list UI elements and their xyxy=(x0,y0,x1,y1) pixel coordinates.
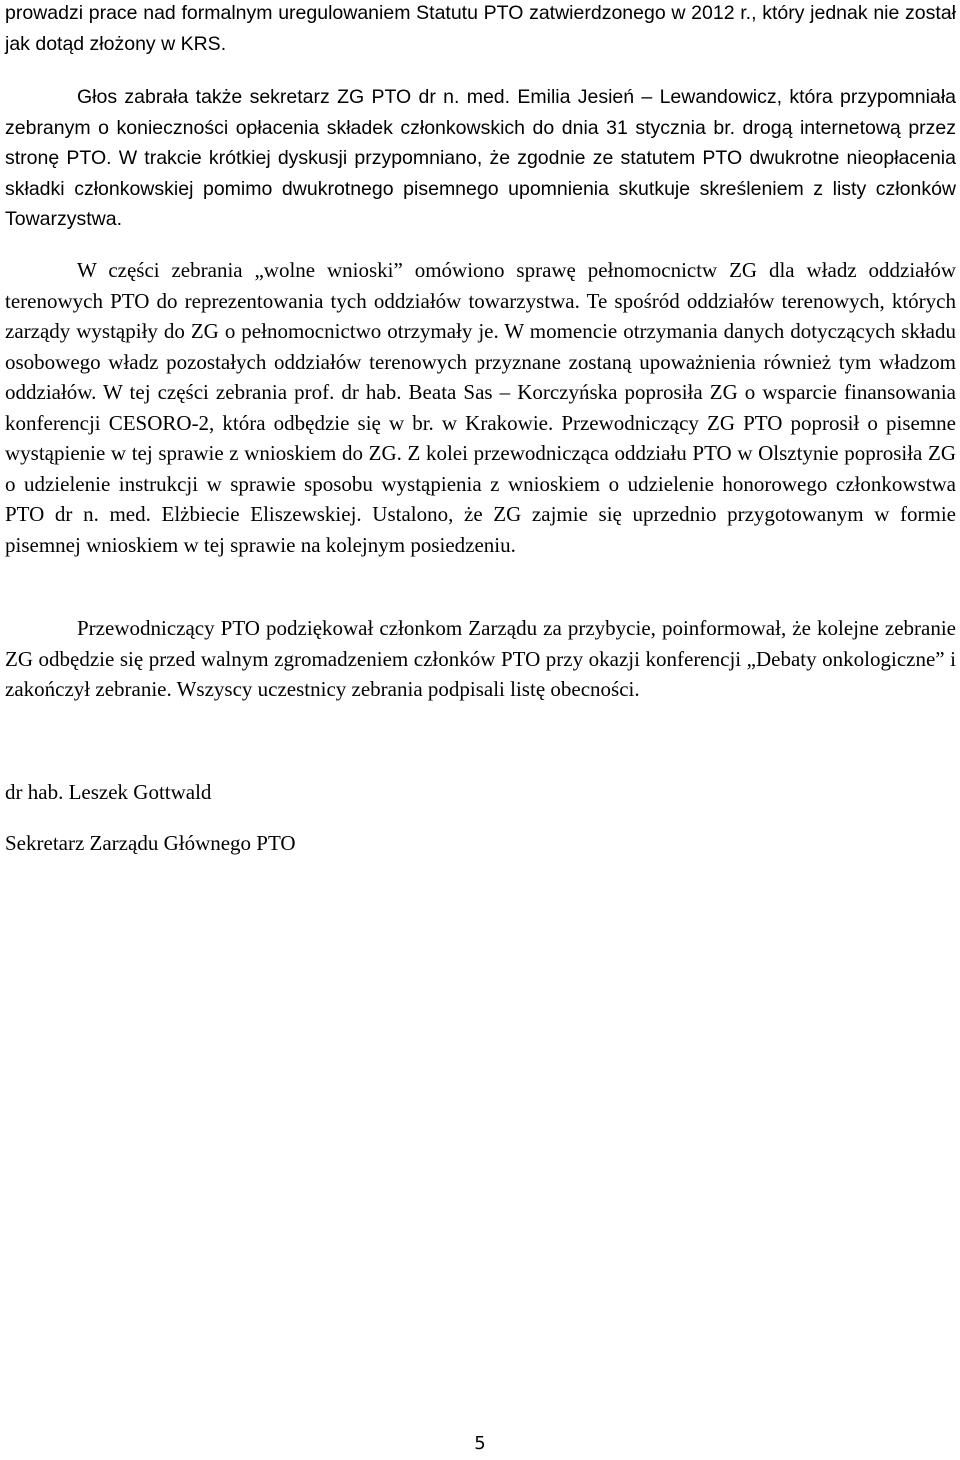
paragraph-statute: prowadzi prace nad formalnym uregulowaniem Statutu PTO zatwierdzonego w 2012 r., który jednak nie został jak dotąd złożony w KRS. xyxy=(5,2,956,55)
signature-name: dr hab. Leszek Gottwald xyxy=(5,780,212,804)
paragraph-free-motions: W części zebrania „wolne wnioski” omówiono sprawę pełnomocnictw ZG dla władz oddziałów terenowych PTO do reprezentowania tych oddziałów towarzystwa. Te spośród oddziałów terenowych, których zarządy wystąpiły do ZG o pełnomocnictwo otrzymały je. W momencie otrzymania danych dotyczących składu osobowego władz pozostałych oddziałów terenowych przyznane zostaną upoważnienia również tym władzom oddziałów. W tej części zebrania prof. dr hab. Beata Sas – Korczyńska poprosiła ZG o wsparcie finansowania konferencji CESORO-2, która odbędzie się w br. w Krakowie. Przewodniczący ZG PTO poprosił o pisemne wystąpienie w tej sprawie z wnioskiem do ZG. Z kolei przewodnicząca oddziału PTO w Olsztynie poprosiła ZG o udzielenie instrukcji w sprawie sposobu wystąpienia z wnioskiem o udzielenie honorowego członkowstwa PTO dr n. med. Elżbiecie Eliszewskiej. Ustalono, że ZG zajmie się uprzednio przygotowanym w formie pisemnej wnioskiem w tej sprawie na kolejnym posiedzeniu. xyxy=(5,258,956,557)
paragraph-closing: Przewodniczący PTO podziękował członkom Zarządu za przybycie, poinformował, że kolejne zebranie ZG odbędzie się przed walnym zgromadzeniem członków PTO przy okazji konferencji „Debaty onkologiczne” i zakończył zebranie. Wszyscy uczestnicy zebrania podpisali listę obecności. xyxy=(5,616,956,701)
paragraph-membership-fees: Głos zabrała także sekretarz ZG PTO dr n. med. Emilia Jesień – Lewandowicz, która przypomniała zebranym o konieczności opłacenia składek członkowskich do dnia 31 stycznia br. drogą internetową przez stronę PTO. W trakcie krótkiej dyskusji przypomniano, że zgodnie ze statutem PTO dwukrotne nieopłacenia składki członkowskiej pomimo dwukrotnego pisemnego upomnienia skutkuje skreśleniem z listy członków Towarzystwa. xyxy=(5,86,956,230)
signature-title: Sekretarz Zarządu Głównego PTO xyxy=(5,831,296,855)
page-number: 5 xyxy=(474,1433,486,1454)
document-page xyxy=(5,0,956,1460)
